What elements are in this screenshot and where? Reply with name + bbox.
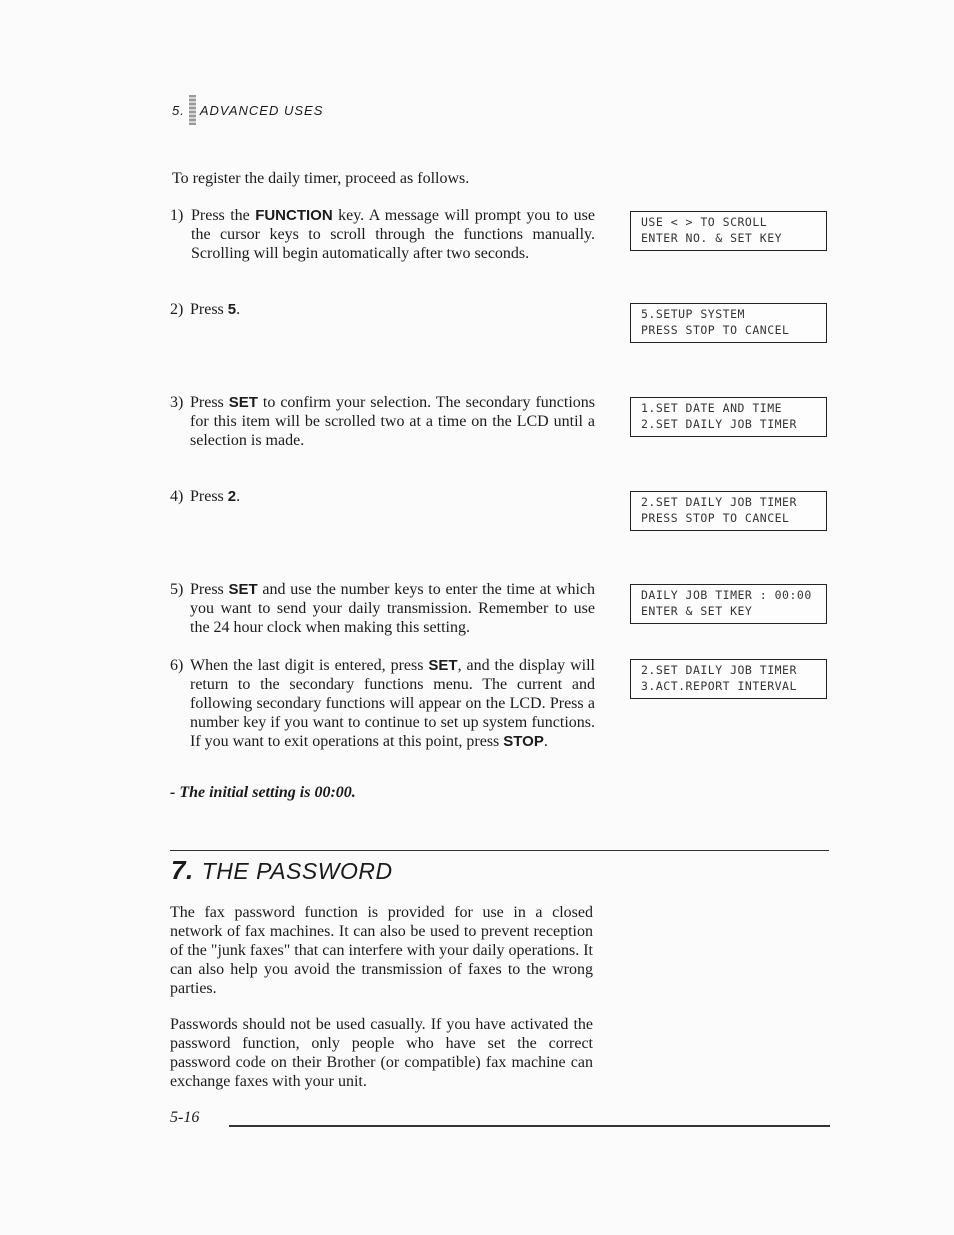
step-number: 2) [170,301,184,318]
lcd-line-2: ENTER & SET KEY [641,604,753,618]
step-number: 1) [170,207,184,224]
footer-rule [229,1125,830,1127]
page-number: 5-16 [170,1109,200,1126]
section-divider [170,850,829,851]
step-text: Press [190,581,229,598]
chapter-title: ADVANCED USES [199,102,324,118]
step-text: . [236,301,241,318]
lcd-line-1: 2.SET DAILY JOB TIMER [641,495,797,509]
step-text: and use the number keys to enter the time at which you want to send your daily transmission. Remember to use the 24 hour clock when making this setting. [190,581,596,636]
step-text: . [543,733,548,750]
key-name: STOP [503,733,544,750]
key-name: SET [228,581,258,598]
step-text: Press [190,301,228,318]
key-name: SET [228,394,258,411]
lcd-line-2: 2.SET DAILY JOB TIMER [641,417,797,431]
step-text: Press [190,394,229,411]
lcd-display [630,491,827,531]
step-number: 5) [170,581,184,598]
intro-text: To register the daily timer, proceed as follows. [172,170,470,187]
lcd-display [630,397,827,437]
step-text: key. A message will prompt you to use the cursor keys to scroll through the functions manually. Scrolling will begin automatically after two seconds. [191,207,596,262]
lcd-line-1: 2.SET DAILY JOB TIMER [641,663,797,677]
step-3 [170,393,595,450]
lcd-line-1: 5.SETUP SYSTEM [641,307,745,321]
step-5 [170,580,595,637]
step-number: 6) [170,657,184,674]
step-text: Press [190,488,228,505]
step-text: to confirm your selection. The secondary functions for this item will be scrolled two at a time on the LCD until a selection is made. [190,394,595,449]
paragraph: Passwords should not be used casually. If you have activated the password function, only people who have set the correct password code on their Brother (or compatible) fax machine can exchange faxes with your unit. [170,1016,593,1090]
lcd-line-2: 3.ACT.REPORT INTERVAL [641,679,797,693]
lcd-line-1: DAILY JOB TIMER : 00:00 [641,588,812,602]
key-name: SET [428,657,458,674]
lcd-display [630,303,827,343]
step-text: Press the [191,207,256,224]
step-1 [170,206,595,263]
section-title: THE PASSWORD [201,858,393,884]
step-4 [170,487,595,506]
chapter-tab-marker [189,95,196,125]
lcd-display [630,211,827,251]
lcd-display [630,584,827,624]
chapter-header [172,95,323,125]
lcd-line-1: USE < > TO SCROLL [641,215,768,229]
step-6 [170,656,595,751]
lcd-line-2: ENTER NO. & SET KEY [641,231,783,245]
section-number: 7. [171,855,194,885]
key-name: 2 [227,488,237,505]
step-2 [170,300,595,319]
step-text: . [236,488,241,505]
step-text: , and the display will return to the secondary functions menu. The current and following secondary functions will appear on the LCD. Press a number key if you want to continue to set up system functions. If you want to exit operations at this point, press [190,657,595,750]
lcd-line-2: PRESS STOP TO CANCEL [641,511,790,525]
key-name: FUNCTION [255,207,333,224]
step-text: When the last digit is entered, press [190,657,429,674]
lcd-display [630,659,827,699]
chapter-number: 5. [172,102,185,118]
lcd-line-2: PRESS STOP TO CANCEL [641,323,790,337]
section-heading [171,855,393,886]
lcd-line-1: 1.SET DATE AND TIME [641,401,783,415]
key-name: 5 [227,301,237,318]
step-number: 3) [170,394,184,411]
step-number: 4) [170,488,184,505]
paragraph: The fax password function is provided for use in a closed network of fax machines. It can also be used to prevent reception of the "junk faxes" that can interfere with your daily operations. It can also help you avoid the transmission of faxes to the wrong parties. [170,904,593,997]
initial-setting-note: - The initial setting is 00:00. [170,784,356,801]
